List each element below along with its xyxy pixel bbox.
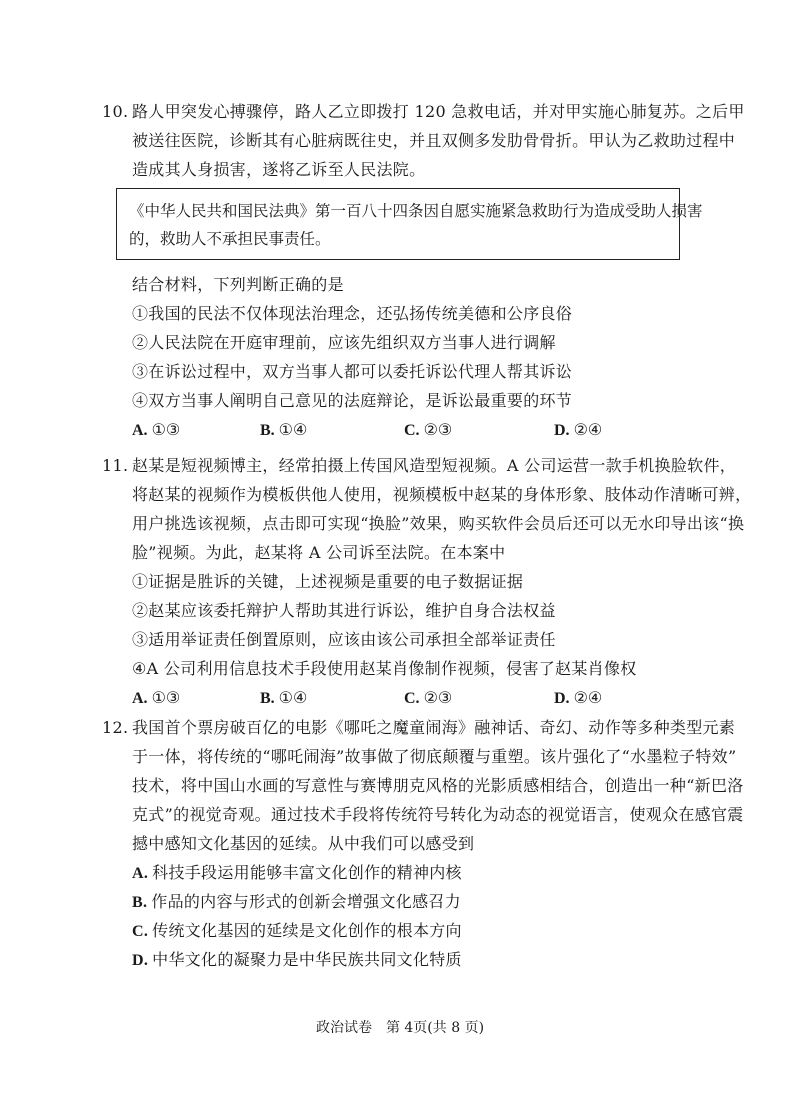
q12-number: 12. (102, 718, 129, 737)
q12-option-c[interactable]: C. 传统文化基因的延续是文化创作的根本方向 (132, 921, 462, 940)
q12-option-d[interactable]: D. 中华文化的凝聚力是中华民族共同文化特质 (132, 950, 462, 969)
q11-option-c[interactable]: C. ②③ (404, 688, 453, 707)
q11-options (102, 683, 702, 712)
q10-option-b[interactable]: B. ①④ (260, 420, 308, 439)
question-11 (102, 451, 752, 712)
q10-option-d[interactable]: D. ②④ (554, 420, 603, 439)
q11-line: 11. 赵某是短视频博主，经常拍摄上传国风造型短视频。A 公司运营一款手机换脸软件， (102, 451, 702, 480)
q10-option-a[interactable]: A. ①③ (132, 420, 181, 439)
material-line: 《中华人民共和国民法典》第一百八十四条因自愿实施紧急救助行为造成受助人损害 (129, 202, 703, 220)
material-line: 的，救助人不承担民事责任。 (129, 230, 331, 248)
question-12 (102, 713, 744, 974)
q10-prompt: 结合材料，下列判断正确的是 (132, 275, 344, 294)
q10-option-c[interactable]: C. ②③ (404, 420, 453, 439)
q10-statement: ①我国的民法不仅体现法治理念，还弘扬传统美德和公序良俗 (132, 304, 573, 323)
q11-option-d[interactable]: D. ②④ (554, 688, 603, 707)
q10-number: 10. (102, 102, 129, 121)
q10-options (132, 415, 732, 444)
q10-material-box (116, 188, 703, 260)
q12-line: 撼中感知文化基因的延续。从中我们可以感受到 (132, 834, 475, 853)
q12-line: 克式”的视觉奇观。通过技术手段将传统符号转化为动态的视觉语言，使观众在感官震 (132, 805, 744, 824)
q10-statement: ②人民法院在开庭审理前，应该先组织双方当事人进行调解 (132, 333, 556, 352)
q11-option-b[interactable]: B. ①④ (260, 688, 308, 707)
q10-statement: ③在诉讼过程中，双方当事人都可以委托诉讼代理人帮其诉讼 (132, 362, 573, 381)
q10-line: 被送往医院，诊断其有心脏病既往史，并且双侧多发肋骨骨折。甲认为乙救助过程中 (132, 131, 736, 150)
q12-line: 于一体，将传统的“哪吒闹海”故事做了彻底颠覆与重塑。该片强化了“水墨粒子特效” (132, 747, 737, 766)
q11-number: 11. (102, 456, 129, 475)
q10-statement: ④双方当事人阐明自己意见的法庭辩论，是诉讼最重要的环节 (132, 391, 573, 410)
page-footer: 政治试卷 第 4页(共 8 页) (315, 1020, 485, 1036)
q12-line: 技术，将中国山水画的写意性与赛博朋克风格的光影质感相结合，创造出一种“新巴洛 (132, 776, 744, 795)
q10-line: 10. 路人甲突发心搏骤停，路人乙立即拨打 120 急救电话，并对甲实施心肺复苏。之后甲 (102, 97, 702, 126)
q11-line: 将赵某的视频作为模板供他人使用，视频模板中赵某的身体形象、肢体动作清晰可辨， (132, 485, 752, 504)
q12-option-b[interactable]: B. 作品的内容与形式的创新会增强文化感召力 (132, 892, 461, 911)
q11-option-a[interactable]: A. ①③ (132, 688, 181, 707)
q11-line: 用户挑选该视频，点击即可实现“换脸”效果，购买软件会员后还可以无水印导出该“换 (132, 514, 745, 533)
q10-line: 造成其人身损害，遂将乙诉至人民法院。 (132, 160, 426, 179)
q10-body (132, 270, 732, 444)
q11-statement: ①证据是胜诉的关键，上述视频是重要的电子数据证据 (132, 572, 524, 591)
q12-line: 12. 我国首个票房破百亿的电影《哪吒之魔童闹海》融神话、奇幻、动作等多种类型元素 (102, 713, 702, 742)
q12-option-a[interactable]: A. 科技手段运用能够丰富文化创作的精神内核 (132, 863, 462, 882)
q11-statement: ④A 公司利用信息技术手段使用赵某肖像制作视频，侵害了赵某肖像权 (132, 659, 637, 678)
question-10 (102, 97, 745, 184)
q11-statement: ②赵某应该委托辩护人帮助其进行诉讼，维护自身合法权益 (132, 601, 556, 620)
q11-statement: ③适用举证责任倒置原则，应该由该公司承担全部举证责任 (132, 630, 556, 649)
q11-line: 脸”视频。为此，赵某将 A 公司诉至法院。在本案中 (132, 543, 506, 562)
